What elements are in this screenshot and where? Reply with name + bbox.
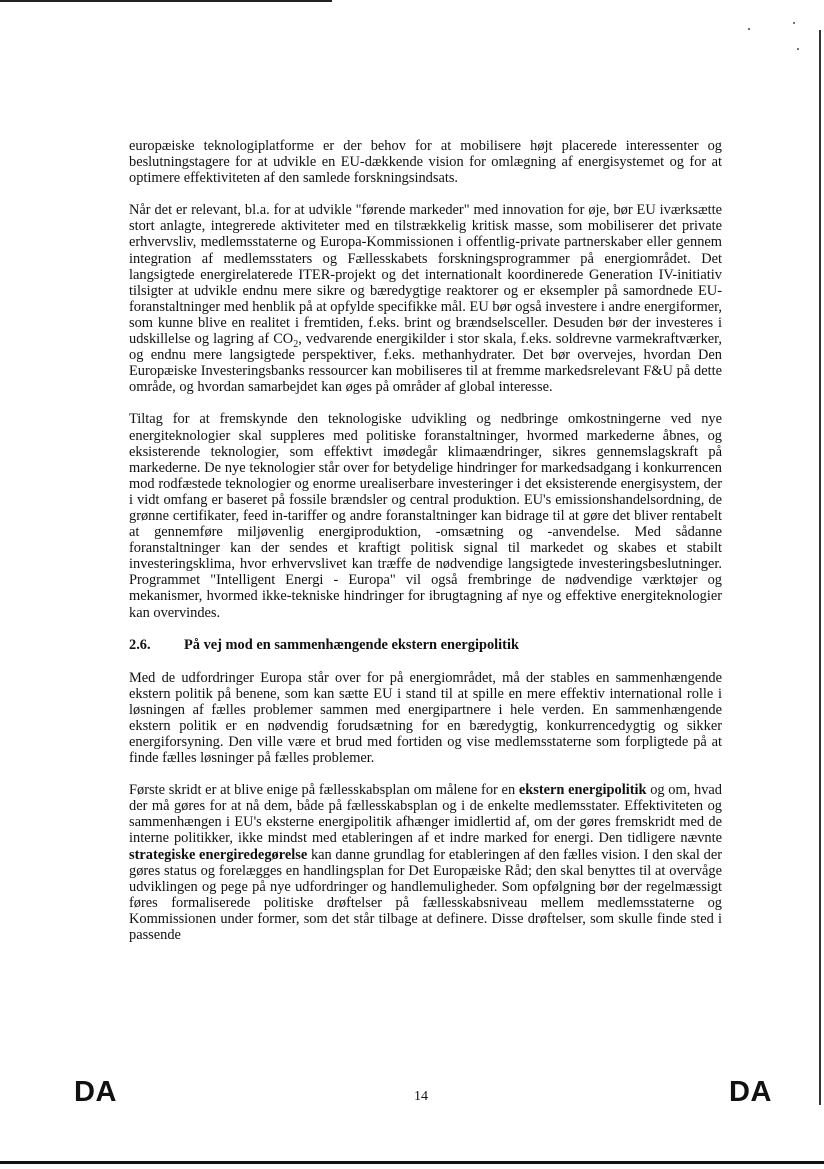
document-body <box>129 138 722 959</box>
bold-term-external-policy: ekstern energipolitik <box>518 782 647 799</box>
paragraph-1: europæiske teknologiplatforme er der behov for at mobilisere højt placerede interessenter og beslutningstagere for at udvikle en EU-dækkende vision for omlægning af energisystemet og for at optimere effektiviteten af den samlede forskningsindsats. <box>129 138 722 187</box>
paragraph-2-text-a: Når det er relevant, bl.a. for at udvikle "førende markeder" med innovation for øje, bør EU iværksætte stort anlagte, integrerede aktiviteter med en tilstrækkelig kritisk masse, som mobiliserer det private erhvervsliv, medlemsstaterne og Europa-Kommissionen i offentlig-private partnerskaber eller gennem integration af medlemsstaters og Fællesskabets forskningsprogrammer på energiområdet. Det langsigtede energirelaterede ITER-projekt og det internationalt koordinerede Generation IV-initiativ tilsigter at udvikle endnu mere sikre og bæredygtige reaktorer og er eksempler på samordnede EU-foranstaltninger med henblik på at opfylde specifikke mål. EU bør også investere i andre energiformer, som kunne blive en realitet i fremtiden, f.eks. brint og brændselsceller. Desuden bør der investeres i udskillelse og lagring af CO <box>129 202 722 348</box>
paragraph-2 <box>129 202 722 395</box>
paragraph-4: Med de udfordringer Europa står over for på energiområdet, må der stables en sammenhængende ekstern politik på benene, som kan sætte EU i stand til at spille en mere effektiv international rolle i løsningen af fælles problemer sammen med energipartnere i hele verden. En sammenhængende ekstern politik er en nødvendig forudsætning for en bæredygtig, konkurrencedygtig og sikker energiforsyning. Den ville være et brud med fortiden og vise medlemsstaterne som forpligtede på at finde fælles løsninger på fælles problemer. <box>129 669 722 767</box>
scan-edge-right <box>819 30 821 1105</box>
section-title: På vej mod en sammenhængende ekstern energipolitik <box>184 636 519 653</box>
footer-language-left: DA <box>74 1076 117 1108</box>
paragraph-5-text-b: og om, hvad der må gøres for at nå dem, både på fællesskabsplan og i de enkelte medlemsstater. Effektiviteten og sammenhængen i EU's eksterne energipolitik afhænger imidlertid af, om der gøres fremskridt med de interne politikker, ikke mindst med etableringen af et indre marked for energi. Den tidligere nævnte <box>129 782 722 847</box>
co2-subscript: 2 <box>293 338 299 350</box>
bold-term-strategic-review: strategiske energiredegørelse <box>129 846 308 863</box>
section-number: 2.6. <box>129 636 151 653</box>
scan-edge-top <box>0 0 332 2</box>
paragraph-5 <box>129 782 722 943</box>
scan-speck <box>797 48 799 50</box>
page-number: 14 <box>414 1089 428 1104</box>
paragraph-5-text-a: Første skridt er at blive enige på fællesskabsplan om målene for en <box>129 782 519 799</box>
scan-edge-bottom <box>0 1161 824 1164</box>
paragraph-2-text-b: , vedvarende energikilder i stor skala, f.eks. soldrevne varmekraftværker, og endnu mere langsigtede perspektiver, f.eks. methanhydrater. Det bør overvejes, hvordan Den Europæiske Investeringsbanks ressourcer kan mobiliseres til at fremme markedsrelevant F&U på dette område, og hvordan samarbejdet kan øges på områder af global interesse. <box>129 331 722 396</box>
footer-language-right: DA <box>729 1076 772 1108</box>
scan-speck <box>748 28 750 30</box>
paragraph-3: Tiltag for at fremskynde den teknologiske udvikling og nedbringe omkostningerne ved nye energiteknologier skal suppleres med politiske foranstaltninger, hvormed markederne åbnes, og eksisterende teknologier, som effektivt imødegår klimaændringer, sikres gennemslagskraft på markederne. De nye teknologier står over for betydelige hindringer for markedsadgang i konkurrencen mod rodfæstede teknologier og enorme urealiserbare investeringer i det eksisterende energisystem, der i vidt omfang er baseret på fossile brændsler og central produktion. EU's emissionshandelsordning, de grønne certifikater, feed in-tariffer og andre foranstaltninger kan bidrage til at gøre det bliver rentabelt at gennemføre miljøvenlig energiproduktion, -omsætning og -anvendelse. Med sådanne foranstaltninger kan der sendes et kraftigt politisk signal til markedet og skabes et stabilt investeringsklima, hvor erhvervslivet kan træffe de nødvendige langsigtede investeringsbeslutninger. Programmet "Intelligent Energi - Europa" vil også frembringe de nødvendige værktøjer og mekanismer, hvormed ikke-tekniske hindringer for ibrugtagning af nye og effektive energiteknologier kan overvindes. <box>129 411 722 621</box>
scan-speck <box>793 22 795 24</box>
section-heading <box>129 637 722 654</box>
paragraph-5-text-c: kan danne grundlag for etableringen af den fælles vision. I den skal der gøres status og forelægges en handlingsplan for Det Europæiske Råd; den skal benyttes til at overvåge udviklingen og pege på nye udfordringer og handlemuligheder. Som opfølgning bør der regelmæssigt føres formaliserede politiske drøftelser på fællesskabsniveau mellem medlemsstaterne og Kommissionen under former, som det står tilbage at definere. Disse drøftelser, som skulle finde sted i passende <box>129 846 722 944</box>
